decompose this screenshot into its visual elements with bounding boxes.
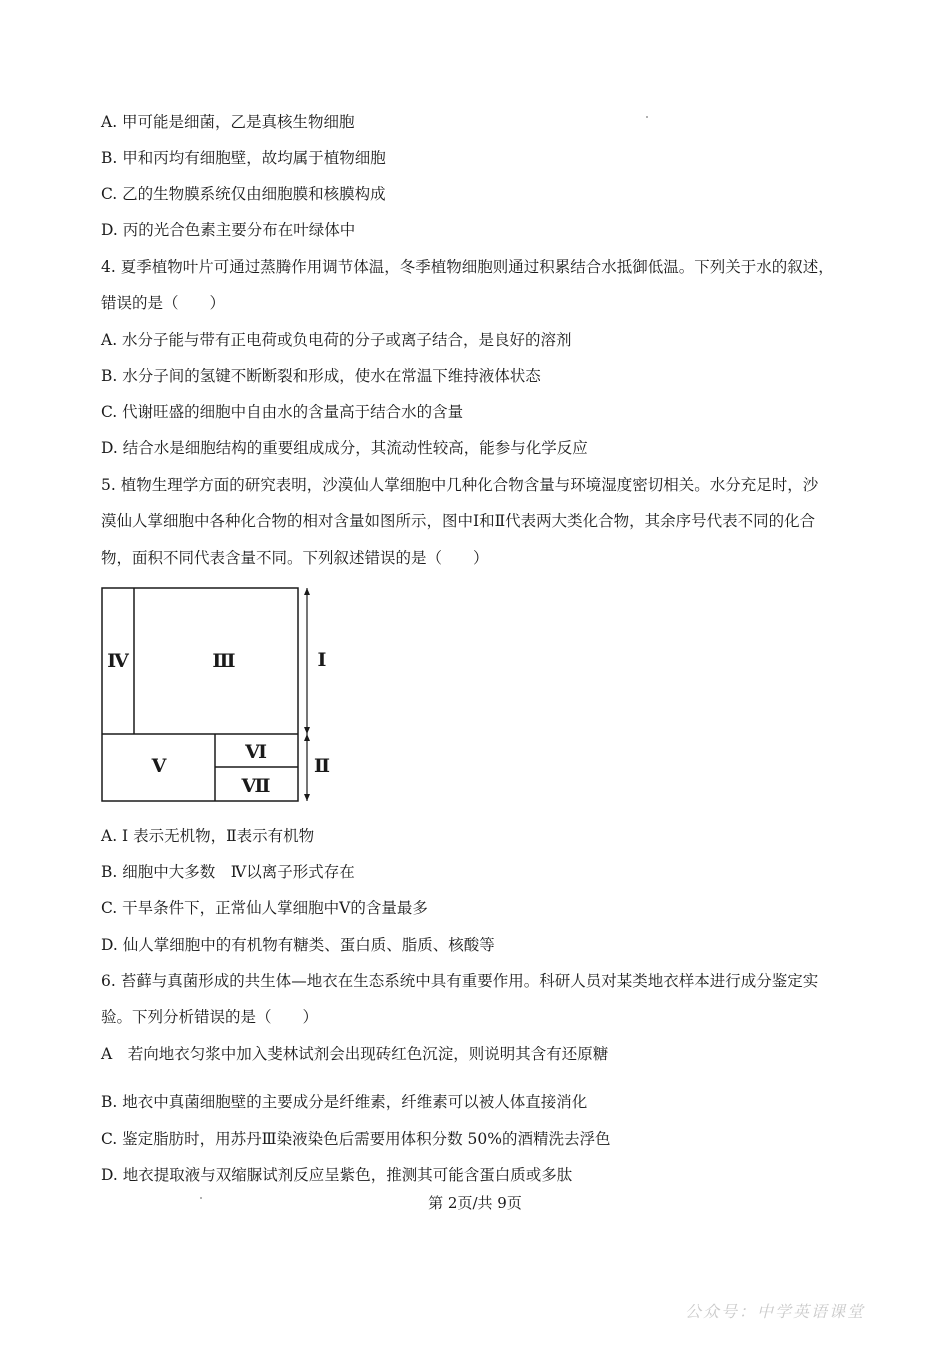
- q6-stem-cont: 验。下列分析错误的是（ ）: [101, 1008, 319, 1026]
- q5-stem-cont: 漠仙人掌细胞中各种化合物的相对含量如图所示，图中Ⅰ和Ⅱ代表两大类化合物，其余序号代表不同的化合: [101, 512, 816, 530]
- q5-stem: 5. 植物生理学方面的研究表明，沙漠仙人掌细胞中几种化合物含量与环境湿度密切相关。水分充足时，沙: [101, 476, 819, 494]
- label-vi: Ⅵ: [245, 741, 267, 763]
- q6-stem: 6. 苔藓与真菌形成的共生体—地衣在生态系统中具有重要作用。科研人员对某类地衣样本进行成分鉴定实: [101, 972, 819, 990]
- label-v: Ⅴ: [151, 755, 167, 777]
- q3-option-a: A. 甲可能是细菌，乙是真核生物细胞: [101, 113, 355, 131]
- arrow-mid-down: [304, 734, 310, 741]
- watermark: 公众号：中学英语课堂: [685, 1302, 866, 1321]
- q5-option-a: A. I 表示无机物，Ⅱ表示有机物: [101, 827, 315, 845]
- q4-option-c: C. 代谢旺盛的细胞中自由水的含量高于结合水的含量: [101, 403, 464, 421]
- q5-option-b: B. 细胞中大多数 Ⅳ以离子形式存在: [101, 863, 355, 881]
- label-vii: Ⅶ: [241, 775, 271, 797]
- diagram-outer-box: [102, 588, 298, 801]
- label-iv: Ⅳ: [107, 650, 129, 672]
- q4-stem-cont: 错误的是（ ）: [101, 294, 226, 312]
- q3-option-b: B. 甲和丙均有细胞壁，故均属于植物细胞: [101, 149, 386, 167]
- q5-option-c: C. 干旱条件下，正常仙人掌细胞中Ⅴ的含量最多: [101, 899, 428, 917]
- q3-option-d: D. 丙的光合色素主要分布在叶绿体中: [101, 221, 356, 239]
- label-i: Ⅰ: [317, 649, 327, 671]
- arrow-top: [304, 588, 310, 595]
- q6-option-b: B. 地衣中真菌细胞壁的主要成分是纤维素，纤维素可以被人体直接消化: [101, 1093, 588, 1111]
- label-ii: Ⅱ: [313, 755, 331, 777]
- arrow-mid-up: [304, 727, 310, 734]
- q3-option-c: C. 乙的生物膜系统仅由细胞膜和核膜构成: [101, 185, 386, 203]
- page-footer: 第 2页/共 9页: [428, 1194, 522, 1212]
- q6-option-a: A 若向地衣匀浆中加入斐林试剂会出现砖红色沉淀，则说明其含有还原糖: [101, 1045, 609, 1063]
- q4-option-b: B. 水分子间的氢键不断断裂和形成，使水在常温下维持液体状态: [101, 367, 541, 385]
- q4-option-a: A. 水分子能与带有正电荷或负电荷的分子或离子结合，是良好的溶剂: [101, 331, 572, 349]
- compound-area-diagram: [101, 587, 331, 803]
- label-iii: Ⅲ: [212, 650, 236, 672]
- q6-option-c: C. 鉴定脂肪时，用苏丹Ⅲ染液染色后需要用体积分数 50%的酒精洗去浮色: [101, 1130, 611, 1148]
- stray-dot: [646, 116, 648, 118]
- q4-stem: 4. 夏季植物叶片可通过蒸腾作用调节体温，冬季植物细胞则通过积累结合水抵御低温。下列关于水的叙述，: [101, 258, 834, 276]
- q4-option-d: D. 结合水是细胞结构的重要组成成分，其流动性较高，能参与化学反应: [101, 439, 588, 457]
- q6-option-d: D. 地衣提取液与双缩脲试剂反应呈紫色，推测其可能含蛋白质或多肽: [101, 1166, 573, 1184]
- q5-stem-cont2: 物，面积不同代表含量不同。下列叙述错误的是（ ）: [101, 549, 489, 567]
- q5-option-d: D. 仙人掌细胞中的有机物有糖类、蛋白质、脂质、核酸等: [101, 936, 495, 954]
- arrow-bottom: [304, 794, 310, 801]
